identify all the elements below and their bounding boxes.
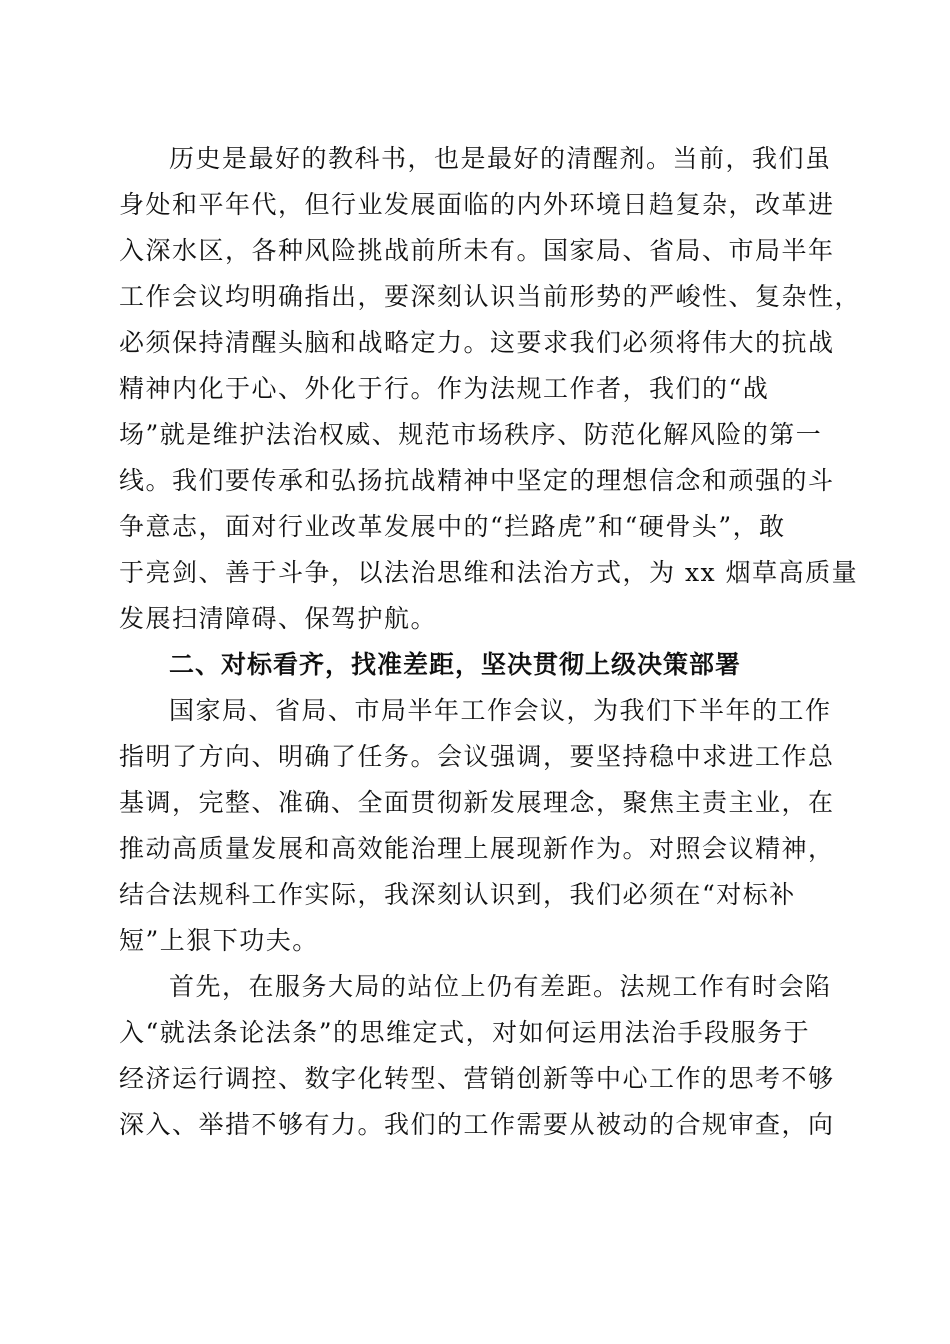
paragraph-line: 推动高质量发展和高效能治理上展现新作为。对照会议精神， — [119, 834, 835, 863]
paragraph-line: 争意志，面对行业改革发展中的“拦路虎”和“硬骨头”，敢 — [119, 512, 786, 541]
paragraph-line: 深入、举措不够有力。我们的工作需要从被动的合规审查，向 — [119, 1110, 835, 1139]
paragraph-line: 工作会议均明确指出，要深刻认识当前形势的严峻性、复杂性， — [119, 282, 862, 311]
paragraph-meeting-guidance — [119, 688, 839, 964]
paragraph-line: 结合法规科工作实际，我深刻认识到，我们必须在“对标补 — [119, 880, 796, 909]
paragraph-line: 经济运行调控、数字化转型、营销创新等中心工作的思考不够 — [119, 1064, 835, 1093]
paragraph-line: 必须保持清醒头脑和战略定力。这要求我们必须将伟大的抗战 — [119, 328, 835, 357]
paragraph-line: 首先，在服务大局的站位上仍有差距。法规工作有时会陷 — [169, 972, 832, 1001]
paragraph-line: 身处和平年代，但行业发展面临的内外环境日趋复杂，改革进 — [119, 190, 835, 219]
paragraph-line: 国家局、省局、市局半年工作会议，为我们下半年的工作 — [169, 696, 832, 725]
document-body — [119, 136, 862, 1148]
paragraph-line: 指明了方向、明确了任务。会议强调，要坚持稳中求进工作总 — [119, 742, 835, 771]
paragraph-history-lesson — [119, 136, 862, 642]
paragraph-line: 于亮剑、善于斗争，以法治思维和法治方式，为 xx 烟草高质量 — [119, 558, 859, 587]
paragraph-line: 入深水区，各种风险挑战前所未有。国家局、省局、市局半年 — [119, 236, 835, 265]
paragraph-line: 发展扫清障碍、保驾护航。 — [119, 604, 438, 633]
paragraph-line: 入“就法条论法条”的思维定式，对如何运用法治手段服务于 — [119, 1018, 811, 1047]
section-heading: 二、对标看齐，找准差距，坚决贯彻上级决策部署 — [169, 650, 742, 679]
paragraph-line: 短”上狠下功夫。 — [119, 926, 319, 955]
paragraph-line: 线。我们要传承和弘扬抗战精神中坚定的理想信念和顽强的斗 — [119, 466, 835, 495]
paragraph-line: 历史是最好的教科书，也是最好的清醒剂。当前，我们虽 — [169, 144, 832, 173]
paragraph-line: 场”就是维护法治权威、规范市场秩序、防范化解风险的第一 — [119, 420, 823, 449]
paragraph-gap-analysis — [119, 964, 839, 1148]
paragraph-line: 精神内化于心、外化于行。作为法规工作者，我们的“战 — [119, 374, 770, 403]
paragraph-line: 基调，完整、准确、全面贯彻新发展理念，聚焦主责主业，在 — [119, 788, 835, 817]
